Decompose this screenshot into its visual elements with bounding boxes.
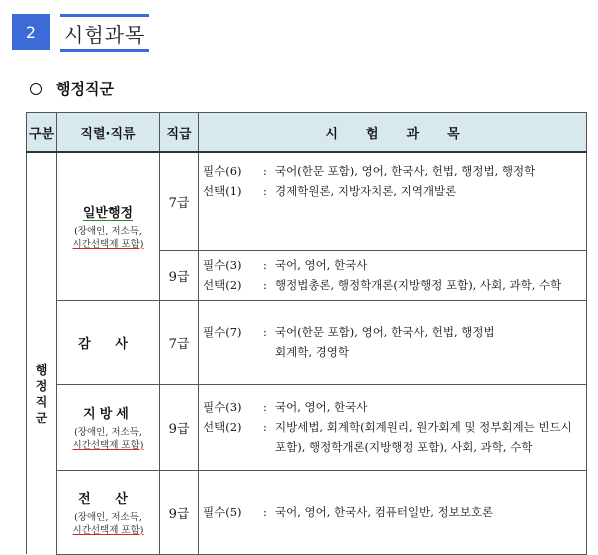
group-label-char: 정 xyxy=(35,378,48,393)
subject-colon: : xyxy=(263,258,267,272)
subject-continuation: 회계학, 경영학 xyxy=(275,345,349,359)
jik-cell-local-tax xyxy=(57,384,160,470)
jik-note xyxy=(57,426,159,452)
subject-continuation: 포함), 행정학개론(지방행정 포함), 사회, 과학, 수학 xyxy=(275,440,533,454)
subject-label: 필수(3) xyxy=(203,400,242,414)
header-subject xyxy=(199,113,587,153)
grade-cell: 9급 xyxy=(160,470,199,554)
subject-label: 필수(5) xyxy=(203,505,242,519)
subject-colon: : xyxy=(263,420,267,434)
group-label-char: 군 xyxy=(35,410,48,425)
header-subject-char: 시 xyxy=(325,126,338,142)
section-number-badge: 2 xyxy=(12,14,50,50)
table-row xyxy=(27,470,587,554)
header-subject-char: 과 xyxy=(406,126,420,142)
subject-text: 국어, 영어, 한국사, 컴퓨터일반, 정보보호론 xyxy=(275,505,494,519)
jik-note xyxy=(57,511,159,537)
header-subject-char: 험 xyxy=(365,126,379,142)
exam-subjects-table xyxy=(26,112,587,555)
jik-note-line: 시간선택제 포함) xyxy=(72,439,144,451)
subject-line xyxy=(203,417,582,437)
subject-label: 필수(6) xyxy=(203,164,242,178)
subject-line xyxy=(203,322,582,342)
subject-cell xyxy=(199,384,587,470)
subject-cell xyxy=(199,470,587,554)
jik-name: 감 사 xyxy=(78,336,138,352)
subject-text: 경제학원론, 지방자치론, 지역개발론 xyxy=(275,184,457,198)
subject-colon: : xyxy=(263,278,267,292)
jik-name: 일반행정 xyxy=(82,205,134,221)
subject-line xyxy=(203,275,582,295)
subject-label: 선택(1) xyxy=(203,184,242,198)
subject-label: 선택(2) xyxy=(203,420,242,434)
subject-text: 국어, 영어, 한국사 xyxy=(275,258,368,272)
subject-cell xyxy=(199,250,587,300)
subject-label: 필수(7) xyxy=(203,325,242,339)
subsection-heading xyxy=(30,78,114,99)
subject-text: 국어, 영어, 한국사 xyxy=(275,400,368,414)
jik-note-line: 시간선택제 포함) xyxy=(72,238,144,250)
subject-colon: : xyxy=(263,505,267,519)
section-header xyxy=(12,14,149,52)
subject-text: 국어(한문 포함), 영어, 한국사, 헌법, 행정법 xyxy=(275,325,495,339)
jik-name: 지방세 xyxy=(83,406,133,422)
grade-cell: 7급 xyxy=(160,152,199,250)
group-label-cell xyxy=(27,152,57,554)
header-grade: 직급 xyxy=(160,113,199,153)
subject-line xyxy=(203,502,582,522)
subject-line xyxy=(203,255,582,275)
jik-note-line: (장애인, 저소득, xyxy=(74,511,142,523)
table-row xyxy=(27,300,587,384)
header-jik: 직렬·직류 xyxy=(57,113,160,153)
jik-note xyxy=(57,225,159,251)
subject-line xyxy=(203,161,582,181)
grade-cell: 9급 xyxy=(160,250,199,300)
grade-cell: 9급 xyxy=(160,384,199,470)
subject-colon: : xyxy=(263,184,267,198)
subject-text: 국어(한문 포함), 영어, 한국사, 헌법, 행정법, 행정학 xyxy=(275,164,536,178)
table-header-row xyxy=(27,113,587,153)
jik-cell-audit xyxy=(57,300,160,384)
jik-note-line: (장애인, 저소득, xyxy=(74,225,142,237)
jik-note-line: 시간선택제 포함) xyxy=(72,524,144,536)
subject-line xyxy=(203,397,582,417)
subject-cell xyxy=(199,300,587,384)
section-title: 시험과목 xyxy=(64,22,146,47)
jik-name: 전 산 xyxy=(78,491,138,507)
subject-cell xyxy=(199,152,587,250)
header-subject-char: 목 xyxy=(447,126,460,142)
subject-colon: : xyxy=(263,400,267,414)
subject-text: 행정법총론, 행정학개론(지방행정 포함), 사회, 과학, 수학 xyxy=(275,278,562,292)
table-row xyxy=(27,152,587,250)
section-title-box xyxy=(60,14,149,52)
subject-text: 지방세법, 회계학(회계원리, 원가회계 및 정부회계는 빈드시 xyxy=(275,420,572,434)
header-gubun: 구분 xyxy=(27,113,57,153)
jik-cell-computing xyxy=(57,470,160,554)
circle-bullet-icon xyxy=(30,83,42,95)
jik-cell-general-admin xyxy=(57,152,160,300)
subject-label: 선택(2) xyxy=(203,278,242,292)
subject-colon: : xyxy=(263,325,267,339)
subsection-title: 행정직군 xyxy=(56,80,114,98)
grade-cell: 7급 xyxy=(160,300,199,384)
subject-colon: : xyxy=(263,164,267,178)
jik-note-line: (장애인, 저소득, xyxy=(74,426,142,438)
subject-line xyxy=(203,181,582,201)
group-label-char: 직 xyxy=(35,394,48,409)
group-label-char: 행 xyxy=(35,362,48,377)
subject-label: 필수(3) xyxy=(203,258,242,272)
table-row xyxy=(27,384,587,470)
